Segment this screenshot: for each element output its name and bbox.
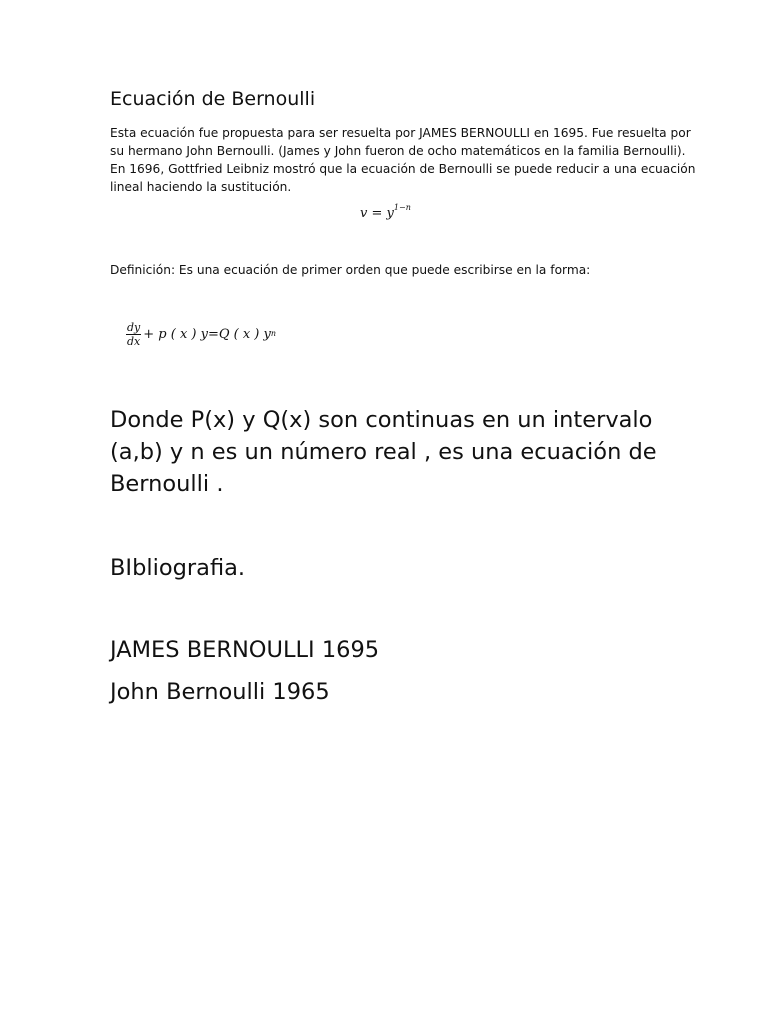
document-title: Ecuación de Bernoulli [110, 88, 316, 110]
bibliography-heading: BIbliografia. [110, 555, 246, 581]
fraction-denominator: dx [127, 334, 141, 348]
reference-item: JAMES BERNOULLI 1695 [110, 637, 380, 663]
substitution-base: y [386, 206, 394, 221]
substitution-equation [360, 204, 411, 224]
intro-line: su hermano John Bernoulli. (James y John fueron de ocho matemáticos en la familia Bernoulli). [110, 144, 686, 158]
substitution-exponent: 1−n [393, 203, 411, 212]
fraction-numerator: dy [127, 320, 141, 334]
intro-paragraph [110, 124, 696, 196]
intro-line: Esta ecuación fue propuesta para ser resuelta por JAMES BERNOULLI en 1695. Fue resuelta por [110, 126, 691, 140]
reference-item: John Bernoulli 1965 [110, 679, 330, 705]
intro-line: lineal haciendo la sustitución. [110, 180, 292, 194]
explanation-paragraph [110, 404, 670, 500]
substitution-lhs: v [360, 206, 368, 221]
substitution-equals: = [371, 206, 383, 221]
explanation-line: (a,b) y n es un número real , es una ecuación de [110, 439, 657, 465]
equation-rest: + p ( x ) y=Q ( x ) y [143, 326, 271, 342]
intro-line: En 1696, Gottfried Leibniz mostró que la ecuación de Bernoulli se puede reducir a una ecuación [110, 162, 696, 176]
explanation-line: Bernoulli . [110, 471, 224, 497]
explanation-line: Donde P(x) y Q(x) son continuas en un intervalo [110, 407, 653, 433]
derivative-fraction [126, 321, 141, 348]
bernoulli-equation: $\frac{dy}{dx}$ + p ( x ) y=Q ( x ) y n [127, 320, 277, 348]
definition-text: Definición: Es una ecuación de primer orden que puede escribirse en la forma: [110, 263, 591, 277]
